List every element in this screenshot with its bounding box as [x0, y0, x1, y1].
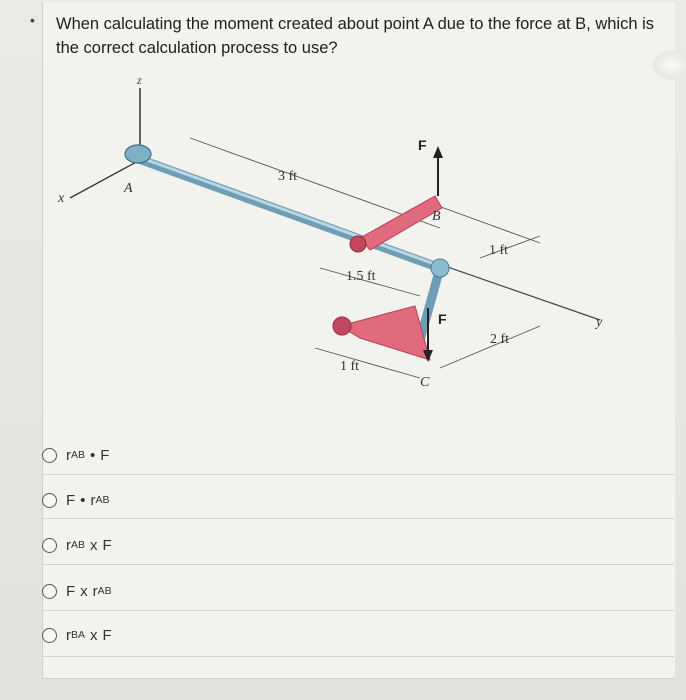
pipe-elbow — [431, 259, 449, 277]
label-z: z — [137, 73, 142, 87]
handle-c — [340, 306, 430, 360]
option-1-b: F — [100, 446, 110, 464]
pipe-segment-down — [420, 268, 440, 340]
label-c: C — [420, 375, 430, 390]
label-x: x — [58, 191, 65, 206]
option-4-b-sub: AB — [97, 585, 112, 597]
label-force-top: F — [418, 137, 427, 153]
answer-option-1[interactable] — [42, 440, 109, 470]
option-divider — [42, 518, 674, 519]
label-dim-3ft: 3 ft — [278, 169, 298, 184]
option-5-operator: x — [90, 626, 98, 644]
option-2-a: F — [66, 491, 76, 509]
option-3-a-sub: AB — [71, 539, 86, 551]
question-bullet: • — [30, 12, 35, 28]
radio-option-2[interactable] — [42, 493, 57, 508]
option-1-operator: • — [90, 446, 96, 464]
option-1-a: r — [66, 446, 71, 464]
option-1-a-sub: AB — [71, 449, 86, 461]
option-4-b: r — [92, 582, 98, 600]
label-dim-2ft: 2 ft — [490, 332, 510, 347]
option-divider — [42, 564, 674, 565]
option-5-a: r — [66, 626, 71, 644]
handle-b-hub — [350, 236, 366, 252]
radio-option-4[interactable] — [42, 584, 57, 599]
question-text: When calculating the moment created about point A due to the force at B, which is the correct calculation process to use? — [56, 15, 655, 57]
dim-line-3ft-b — [430, 203, 540, 243]
option-4-a: F — [66, 582, 76, 600]
label-dim-1ft-bottom: 1 ft — [340, 359, 360, 374]
support-bracket-a — [125, 145, 151, 163]
screen-glare — [652, 50, 686, 80]
option-3-operator: x — [90, 536, 98, 554]
answer-option-3[interactable] — [42, 530, 112, 560]
label-b: B — [432, 209, 441, 224]
option-3-a: r — [66, 536, 71, 554]
option-2-b-sub: AB — [95, 494, 110, 506]
option-2-b: r — [90, 491, 96, 509]
option-divider — [42, 474, 674, 475]
radio-option-1[interactable] — [42, 448, 57, 463]
force-arrow-up-head — [433, 146, 443, 158]
label-force-bottom: F — [438, 311, 447, 327]
label-dim-1ft-top: 1 ft — [489, 243, 509, 258]
option-5-b: F — [102, 626, 112, 644]
option-4-operator: x — [80, 582, 88, 600]
label-dim-1-5ft: 1.5 ft — [346, 269, 376, 284]
label-a: A — [124, 181, 133, 196]
label-y: y — [596, 315, 603, 330]
answer-option-2[interactable] — [42, 485, 109, 515]
option-3-b: F — [102, 536, 112, 554]
option-divider — [42, 656, 674, 657]
dim-line-1ft-bottom — [315, 348, 420, 378]
option-divider — [42, 610, 674, 611]
handle-c-hub — [333, 317, 351, 335]
answer-option-5[interactable] — [42, 620, 112, 650]
option-5-a-sub: BA — [71, 629, 86, 641]
option-2-operator: • — [80, 491, 86, 509]
radio-option-5[interactable] — [42, 628, 57, 643]
pipe-assembly-figure — [40, 68, 640, 398]
radio-option-3[interactable] — [42, 538, 57, 553]
answer-option-4[interactable] — [42, 576, 112, 606]
